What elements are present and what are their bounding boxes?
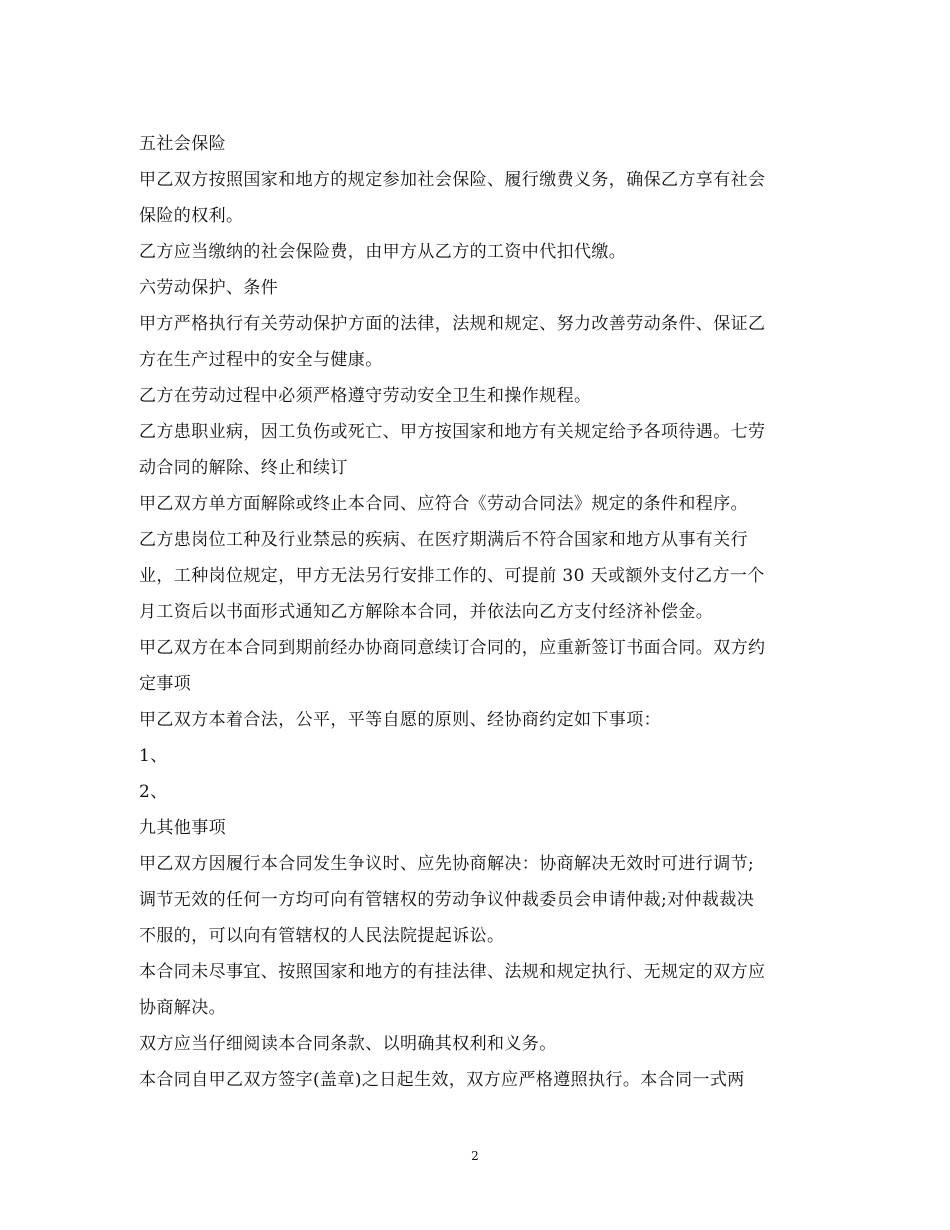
paragraph-line: 乙方应当缴纳的社会保险费，由甲方从乙方的工资中代扣代缴。 [139, 242, 627, 262]
list-item: 2、 [139, 782, 168, 802]
paragraph-line: 甲乙双方单方面解除或终止本合同、应符合《劳动合同法》规定的条件和程序。 [139, 494, 748, 514]
paragraph-line: 甲乙双方按照国家和地方的规定参加社会保险、履行缴费义务，确保乙方享有社会 [139, 170, 766, 190]
section-heading-labor-protection: 六劳动保护、条件 [139, 278, 279, 298]
paragraph-line: 协商解决。 [139, 998, 226, 1018]
section-heading-contract-termination: 动合同的解除、终止和续订 [139, 458, 348, 478]
page-number: 2 [471, 1149, 479, 1163]
paragraph-line: 甲乙双方因履行本合同发生争议时、应先协商解决：协商解决无效时可进行调节; [139, 854, 755, 874]
paragraph-line: 乙方患岗位工种及行业禁忌的疾病、在医疗期满后不符合国家和地方从事有关行 [139, 530, 748, 550]
section-heading-agreed-matters: 定事项 [139, 674, 192, 694]
section-heading-other-matters: 九其他事项 [139, 818, 226, 838]
section-heading-social-insurance: 五社会保险 [139, 134, 226, 154]
paragraph-line: 保险的权利。 [139, 206, 244, 226]
paragraph-line: 双方应当仔细阅读本合同条款、以明确其权利和义务。 [139, 1034, 557, 1054]
paragraph-line: 月工资后以书面形式通知乙方解除本合同，并依法向乙方支付经济补偿金。 [139, 602, 714, 622]
paragraph-line: 甲方严格执行有关劳动保护方面的法律，法规和规定、努力改善劳动条件、保证乙 [139, 314, 766, 334]
paragraph-line: 甲乙双方本着合法，公平，平等自愿的原则、经协商约定如下事项： [139, 710, 661, 730]
paragraph-line: 不服的，可以向有管辖权的人民法院提起诉讼。 [139, 926, 505, 946]
paragraph-line: 甲乙双方在本合同到期前经办协商同意续订合同的，应重新签订书面合同。双方约 [139, 638, 766, 658]
paragraph-line: 本合同未尽事宜、按照国家和地方的有挂法律、法规和规定执行、无规定的双方应 [139, 962, 766, 982]
document-body [139, 126, 819, 1098]
paragraph-line: 乙方在劳动过程中必须严格遵守劳动安全卫生和操作规程。 [139, 386, 592, 406]
list-item: 1、 [139, 746, 168, 766]
paragraph-line: 乙方患职业病，因工负伤或死亡、甲方按国家和地方有关规定给予各项待遇。七劳 [139, 422, 766, 442]
paragraph-line: 本合同自甲乙双方签字(盖章)之日起生效，双方应严格遵照执行。本合同一式两 [139, 1070, 745, 1090]
paragraph-line: 业，工种岗位规定，甲方无法另行安排工作的、可提前 30 天或额外支付乙方一个 [139, 566, 765, 586]
paragraph-line: 方在生产过程中的安全与健康。 [139, 350, 383, 370]
paragraph-line: 调节无效的任何一方均可向有管辖权的劳动争议仲裁委员会申请仲裁;对仲裁裁决 [139, 890, 755, 910]
